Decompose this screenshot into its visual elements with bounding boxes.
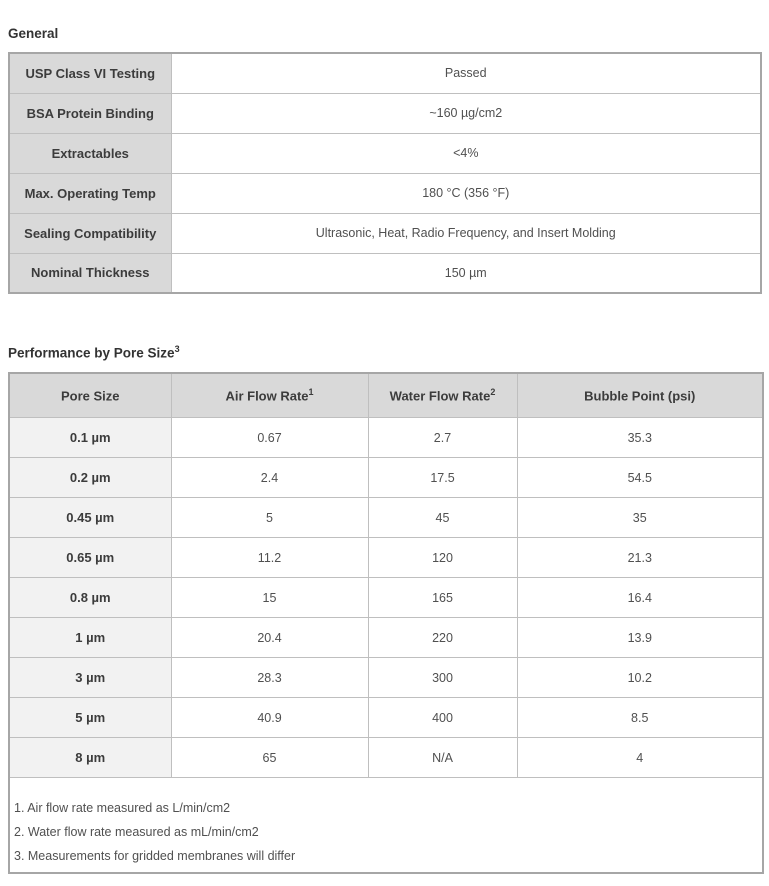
performance-section-title-text: Performance by Pore Size	[8, 345, 175, 361]
cell-bubble-point: 10.2	[517, 658, 763, 698]
cell-pore-size: 0.2 µm	[9, 458, 171, 498]
table-row	[9, 618, 763, 658]
general-row-value: ~160 µg/cm2	[171, 93, 761, 133]
general-row-value: <4%	[171, 133, 761, 173]
table-row	[9, 538, 763, 578]
cell-bubble-point: 54.5	[517, 458, 763, 498]
cell-water-flow: 120	[368, 538, 517, 578]
table-row	[9, 213, 761, 253]
footnotes-cell	[9, 778, 763, 873]
column-header-label: Pore Size	[60, 388, 120, 404]
general-row-label: Sealing Compatibility	[9, 213, 171, 253]
column-header-air-flow-rate	[171, 373, 368, 418]
cell-water-flow: 45	[368, 498, 517, 538]
cell-water-flow: 17.5	[368, 458, 517, 498]
general-table	[8, 52, 762, 294]
table-header-row	[9, 373, 763, 418]
cell-water-flow: N/A	[368, 738, 517, 778]
cell-bubble-point: 35	[517, 498, 763, 538]
table-row	[9, 578, 763, 618]
column-header-label: Water Flow Rate	[389, 388, 491, 404]
cell-air-flow: 11.2	[171, 538, 368, 578]
general-row-label: Extractables	[9, 133, 171, 173]
cell-water-flow: 400	[368, 698, 517, 738]
general-row-value: 180 °C (356 °F)	[171, 173, 761, 213]
table-row	[9, 498, 763, 538]
cell-water-flow: 2.7	[368, 418, 517, 458]
cell-air-flow: 28.3	[171, 658, 368, 698]
cell-air-flow: 65	[171, 738, 368, 778]
cell-air-flow: 20.4	[171, 618, 368, 658]
footnote-row	[9, 778, 763, 873]
cell-bubble-point: 8.5	[517, 698, 763, 738]
column-header-label: Air Flow Rate	[225, 388, 309, 404]
general-row-value: Ultrasonic, Heat, Radio Frequency, and Insert Molding	[171, 213, 761, 253]
column-header-label: Bubble Point (psi)	[584, 388, 696, 404]
cell-water-flow: 300	[368, 658, 517, 698]
cell-pore-size: 0.65 µm	[9, 538, 171, 578]
performance-section-title-superscript: 3	[174, 344, 180, 354]
cell-pore-size: 0.45 µm	[9, 498, 171, 538]
general-section-title: General	[8, 26, 59, 41]
cell-air-flow: 40.9	[171, 698, 368, 738]
table-row	[9, 738, 763, 778]
column-header-water-flow-rate	[368, 373, 517, 418]
column-header-superscript: 2	[490, 387, 496, 398]
column-header-bubble-point	[517, 373, 763, 418]
cell-bubble-point: 13.9	[517, 618, 763, 658]
general-row-label: Nominal Thickness	[9, 253, 171, 293]
table-row	[9, 458, 763, 498]
table-row	[9, 173, 761, 213]
table-row	[9, 253, 761, 293]
general-row-value: 150 µm	[171, 253, 761, 293]
general-row-label: USP Class VI Testing	[9, 53, 171, 93]
performance-section-title	[8, 344, 762, 361]
cell-pore-size: 8 µm	[9, 738, 171, 778]
cell-bubble-point: 4	[517, 738, 763, 778]
table-row	[9, 698, 763, 738]
table-row	[9, 133, 761, 173]
cell-pore-size: 1 µm	[9, 618, 171, 658]
cell-pore-size: 5 µm	[9, 698, 171, 738]
table-row	[9, 93, 761, 133]
general-row-label: BSA Protein Binding	[9, 93, 171, 133]
table-row	[9, 658, 763, 698]
cell-pore-size: 0.8 µm	[9, 578, 171, 618]
footnote-gridded-membranes: 3. Measurements for gridded membranes will differ	[14, 849, 296, 863]
column-header-superscript: 1	[308, 387, 314, 398]
cell-air-flow: 15	[171, 578, 368, 618]
table-row	[9, 53, 761, 93]
cell-water-flow: 165	[368, 578, 517, 618]
footnote-water-flow: 2. Water flow rate measured as mL/min/cm2	[14, 825, 259, 839]
cell-bubble-point: 16.4	[517, 578, 763, 618]
footnote-air-flow: 1. Air flow rate measured as L/min/cm2	[14, 801, 231, 815]
cell-water-flow: 220	[368, 618, 517, 658]
cell-air-flow: 2.4	[171, 458, 368, 498]
cell-pore-size: 3 µm	[9, 658, 171, 698]
general-row-value: Passed	[171, 53, 761, 93]
performance-table	[8, 372, 764, 874]
cell-bubble-point: 21.3	[517, 538, 763, 578]
column-header-pore-size	[9, 373, 171, 418]
table-row	[9, 418, 763, 458]
cell-air-flow: 0.67	[171, 418, 368, 458]
cell-bubble-point: 35.3	[517, 418, 763, 458]
general-row-label: Max. Operating Temp	[9, 173, 171, 213]
cell-air-flow: 5	[171, 498, 368, 538]
cell-pore-size: 0.1 µm	[9, 418, 171, 458]
